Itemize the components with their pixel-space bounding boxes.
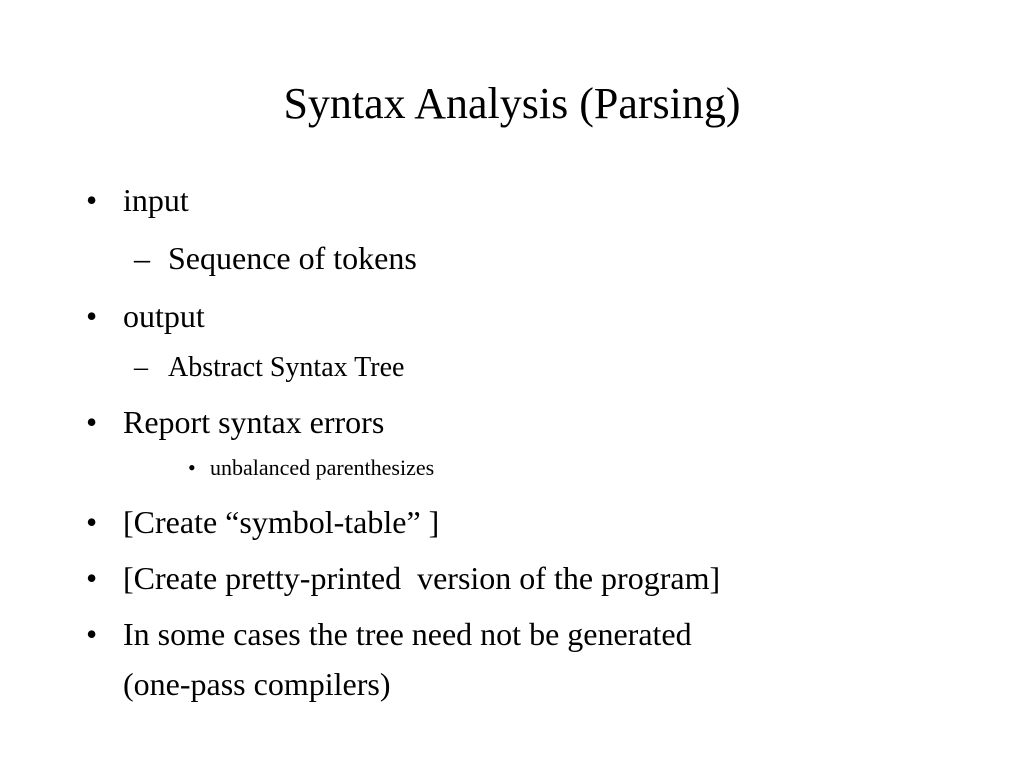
bullet-marker: • xyxy=(86,182,98,218)
bullet-marker: • xyxy=(86,560,98,596)
bullet-item-pretty-printed: [Create pretty-printed version of the program] xyxy=(123,560,721,596)
bullet-item-tree-not-generated: In some cases the tree need not be generated xyxy=(123,616,692,652)
bullet-marker: • xyxy=(188,455,196,480)
bullet-item-report-syntax-errors: Report syntax errors xyxy=(123,404,385,440)
bullet-marker: • xyxy=(86,404,98,440)
bullet-item-symbol-table: [Create “symbol-table” ] xyxy=(123,504,440,540)
bullet-marker: • xyxy=(86,298,98,334)
sub-item-abstract-syntax-tree: Abstract Syntax Tree xyxy=(168,352,405,383)
sub-sub-item-unbalanced-parenthesizes: unbalanced parenthesizes xyxy=(210,455,435,480)
slide-title: Syntax Analysis (Parsing) xyxy=(283,79,741,128)
bullet-item-input: input xyxy=(123,182,189,218)
bullet-marker: • xyxy=(86,504,98,540)
sub-item-sequence-of-tokens: Sequence of tokens xyxy=(168,240,417,276)
bullet-marker: • xyxy=(86,616,98,652)
dash-marker: – xyxy=(134,352,148,383)
bullet-item-output: output xyxy=(123,298,205,334)
dash-marker: – xyxy=(134,240,150,276)
bullet-item-continuation: (one-pass compilers) xyxy=(123,666,391,702)
